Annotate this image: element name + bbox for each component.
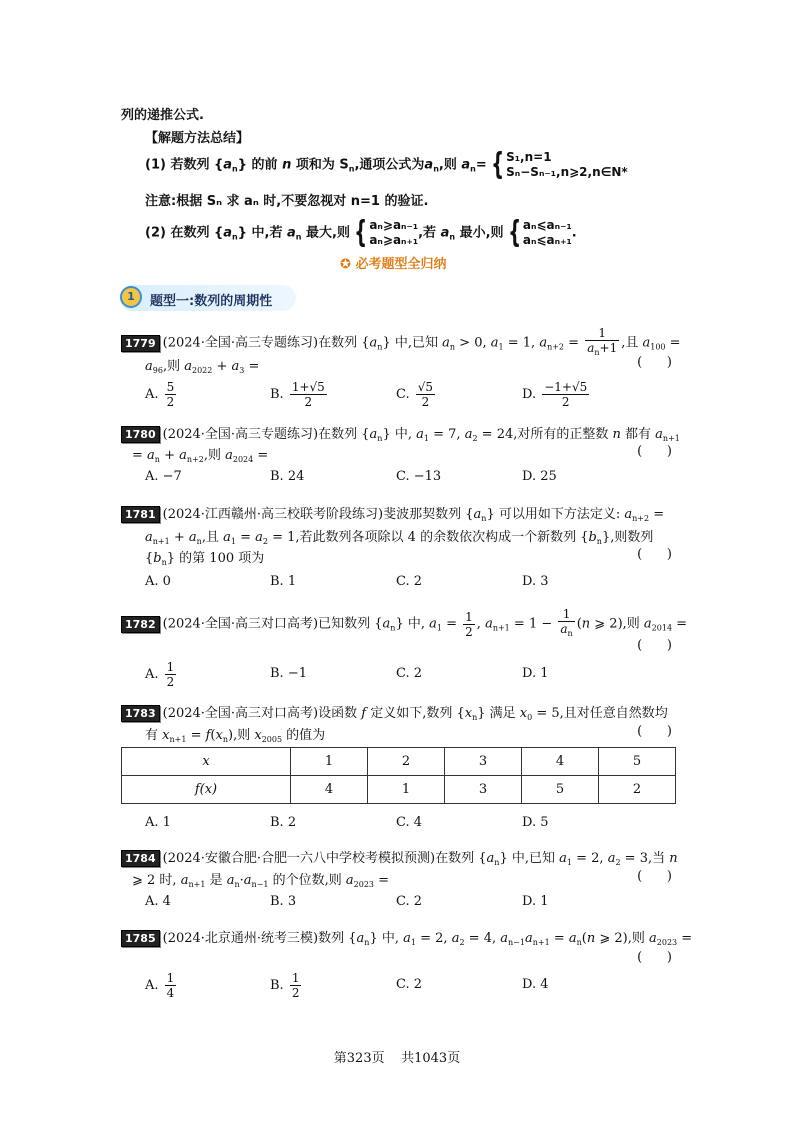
answer-paren: ( ) — [637, 355, 672, 370]
table-cell: 1 — [291, 748, 368, 776]
option-b: B. 2 — [270, 815, 297, 830]
question-1785: 1785 (2024·北京通州·统考三模)数列 $\{a_n\}$ 中, $a_1 = 2$, $a_2 = 4$, $a_{n-1}a_{n+1} = a_n(n$ ⩾ 2),则 $a_{2023}$ = — [121, 927, 692, 947]
option-d: D. 1 — [522, 666, 549, 681]
option-a: A. −7 — [145, 469, 182, 484]
answer-paren: ( ) — [637, 724, 672, 739]
question-1781-cont: $a_{n+1} + a_n$,且 $a_1 = a_2 = 1$,若此数列各项除以 4 的余数依次构成一个新数列 $\{b_n\}$,则数列 — [145, 530, 654, 546]
question-1781: 1781 (2024·江西赣州·高三校联考阶段练习)斐波那契数列 $\{a_n\}$ 可以用如下方法定义: $a_{n+2}$ = — [121, 503, 664, 523]
option-b: B. $\frac{1+√5}{2}$ — [270, 380, 325, 409]
option-a: A. $\frac{5}{2}$ — [145, 380, 175, 409]
option-a: A. 1 — [145, 815, 171, 830]
table-cell: 4 — [522, 748, 599, 776]
option-a: A. 4 — [145, 894, 171, 909]
question-1782: 1782 (2024·全国·高三对口高考)已知数列 $\{a_n\}$ 中, $a_1$ = $\frac{1}{2}$ , $a_{n+1} = 1$ − $\frac{1}{a_n}$ (n ⩾ 2),则 $a_{2014}$ = — [121, 607, 687, 641]
table-cell: 1 — [368, 776, 445, 804]
option-c: C. 2 — [396, 977, 423, 992]
option-d: D. $\frac{-1+√5}{2}$ — [522, 380, 588, 409]
option-b: B. −1 — [270, 666, 307, 681]
option-c: C. −13 — [396, 469, 442, 484]
table-cell: 2 — [368, 748, 445, 776]
section-title: 题型一:数列的周期性 — [150, 294, 273, 309]
function-table — [121, 747, 676, 804]
option-b: B. $\frac{1}{2}$ — [270, 971, 300, 1000]
answer-paren: ( ) — [637, 444, 672, 459]
option-a: A. 0 — [145, 574, 171, 589]
option-d: D. 4 — [522, 977, 549, 992]
question-1781-cont2: $\{b_n\}$ 的第 100 项为 — [145, 551, 265, 567]
question-1784-cont: ⩾ 2 时, $a_{n+1}$ 是 $a_n\cdot a_{n-1}$ 的个位数,则 $a_{2023}$ = — [132, 873, 390, 889]
option-d: D. 3 — [522, 574, 549, 589]
question-1783-cont: 有 $x_{n+1} = f(x_n)$,则 $x_{2005}$ 的值为 — [145, 728, 326, 744]
table-row — [122, 748, 676, 776]
option-d: D. 1 — [522, 894, 549, 909]
option-d: D. 25 — [522, 469, 557, 484]
option-a: A. $\frac{1}{2}$ — [145, 660, 175, 689]
option-b: B. 1 — [270, 574, 297, 589]
answer-paren: ( ) — [637, 950, 672, 965]
table-cell: x — [122, 748, 291, 776]
option-c: C. 2 — [396, 894, 423, 909]
option-c: C. 4 — [396, 815, 423, 830]
table-cell: f(x) — [122, 776, 291, 804]
table-cell: 4 — [291, 776, 368, 804]
option-b: B. 24 — [270, 469, 305, 484]
table-cell: 3 — [445, 748, 522, 776]
star-icon: ✪ — [340, 257, 351, 272]
question-1783: 1783 (2024·全国·高三对口高考)设函数 f 定义如下,数列 $\{x_n\}$ 满足 $x_0 = 5$,且对任意自然数均 — [121, 702, 668, 722]
answer-paren: ( ) — [637, 638, 672, 653]
header-fragment: 列的递推公式. — [121, 108, 204, 123]
table-cell: 3 — [445, 776, 522, 804]
question-1784: 1784 (2024·安徽合肥·合肥一六八中学校考模拟预测)在数列 $\{a_n\}$ 中,已知 $a_1 = 2$, $a_2 = 3$,当 n — [121, 847, 678, 867]
banner: ✪ 必考题型全归纳 — [340, 257, 447, 272]
option-c: C. $\frac{√5}{2}$ — [396, 380, 434, 409]
option-c: C. 2 — [396, 574, 423, 589]
page-footer: 第323页 共1043页 — [333, 1051, 461, 1066]
summary-title: 【解题方法总结】 — [145, 131, 250, 146]
option-b: B. 3 — [270, 894, 297, 909]
option-a: A. $\frac{1}{4}$ — [145, 971, 175, 1000]
table-row — [122, 776, 676, 804]
question-1780: 1780 (2024·全国·高三专题练习)在数列 $\{a_n\}$ 中, $a_1 = 7$, $a_2 = 24$,对所有的正整数 n 都有 $a_{n+1}$ — [121, 423, 680, 443]
summary-item-2: (2) 在数列 $\{a_n\}$ 中,若 $a_n$ 最大,则 { aₙ⩾aₙ₋₁ aₙ⩾aₙ₊₁ ,若 $a_n$ 最小,则 { aₙ⩽aₙ₋₁ aₙ⩽aₙ₊₁ . — [145, 215, 577, 250]
answer-paren: ( ) — [637, 869, 672, 884]
summary-item-1: (1) 若数列 $\{a_n\}$ 的前 n 项和为 $S_n$,通项公式为$a_n$,则 $a_n=$ { S₁,n=1 Sₙ−Sₙ₋₁,n⩾2,n∈N* — [145, 147, 628, 182]
question-1779: 1779 (2024·全国·高三专题练习)在数列 $\{a_n\}$ 中,已知 $a_n > 0$, $a_1 = 1$, $a_{n+2}$ = $\frac{1}{a_n+1}$ ,且 $a_{100}$ = — [121, 326, 681, 360]
question-1780-cont: = $a_n + a_{n+2}$,则 $a_{2024}$ = — [132, 448, 269, 464]
table-cell: 5 — [522, 776, 599, 804]
section-number-icon: 1 — [120, 286, 142, 308]
table-cell: 5 — [599, 748, 676, 776]
summary-note: 注意:根据 Sₙ 求 aₙ 时,不要忽视对 n=1 的验证. — [145, 194, 429, 209]
answer-paren: ( ) — [637, 547, 672, 562]
option-c: C. 2 — [396, 666, 423, 681]
table-cell: 2 — [599, 776, 676, 804]
question-1779-cont: $a_{96}$,则 $a_{2022} + a_3$ = — [145, 359, 260, 375]
option-d: D. 5 — [522, 815, 549, 830]
